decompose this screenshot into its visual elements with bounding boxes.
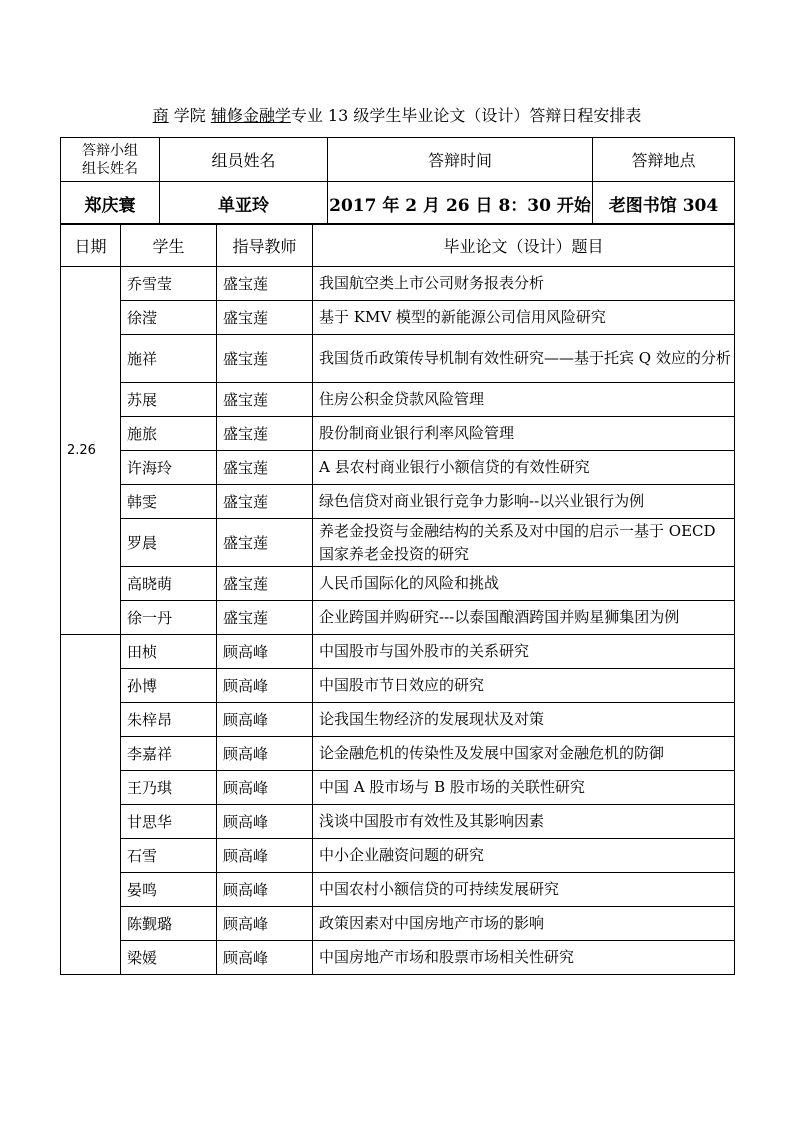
defense-place: 老图书馆 304 [593,182,735,225]
advisor-name: 盛宝莲 [217,485,313,519]
table-row [61,839,735,873]
student-name: 施旅 [121,417,217,451]
defense-group-table [60,137,735,225]
student-name: 朱梓昂 [121,703,217,737]
col-advisor-header: 指导教师 [217,224,313,267]
thesis-topic: 中国农村小额信贷的可持续发展研究 [313,873,735,907]
thesis-topic: 股份制商业银行利率风险管理 [313,417,735,451]
student-name: 陈觐璐 [121,907,217,941]
thesis-topic: 中国房地产市场和股票市场相关性研究 [313,941,735,975]
thesis-topic: 浅谈中国股市有效性及其影响因素 [313,805,735,839]
thesis-topic: 我国航空类上市公司财务报表分析 [313,267,735,301]
advisor-name: 顾高峰 [217,771,313,805]
advisor-name: 盛宝莲 [217,519,313,567]
advisor-name: 顾高峰 [217,839,313,873]
member-names: 单亚玲 [160,182,328,225]
thesis-topic: 中国股市与国外股市的关系研究 [313,635,735,669]
advisor-name: 顾高峰 [217,669,313,703]
thesis-topic: 企业跨国并购研究---以泰国酿酒跨国并购星狮集团为例 [313,601,735,635]
table-row [61,737,735,771]
page-title [60,104,734,128]
advisor-name: 盛宝莲 [217,567,313,601]
student-name: 徐一丹 [121,601,217,635]
advisor-name: 顾高峰 [217,737,313,771]
student-name: 孙博 [121,669,217,703]
thesis-topic: 我国货币政策传导机制有效性研究——基于托宾 Q 效应的分析 [313,335,735,383]
members-label: 组员姓名 [160,138,328,182]
table-row [61,335,735,383]
table-row [61,451,735,485]
time-label: 答辩时间 [328,138,593,182]
thesis-topic: 基于 KMV 模型的新能源公司信用风险研究 [313,301,735,335]
thesis-topic: 论我国生物经济的发展现状及对策 [313,703,735,737]
title-college-suffix: 学院 [168,106,211,125]
leader-name: 郑庆寰 [61,182,160,225]
table-row [61,417,735,451]
student-name: 李嘉祥 [121,737,217,771]
schedule-header-row [61,224,735,267]
student-name: 许海玲 [121,451,217,485]
date-cell-empty [61,635,121,975]
advisor-name: 盛宝莲 [217,383,313,417]
date-cell: 2.26 [61,267,121,635]
thesis-topic: 人民币国际化的风险和挑战 [313,567,735,601]
table-row [61,485,735,519]
table-row [61,301,735,335]
table-row [61,805,735,839]
student-name: 高晓萌 [121,567,217,601]
table-row [61,267,735,301]
student-name: 韩雯 [121,485,217,519]
thesis-topic: 养老金投资与金融结构的关系及对中国的启示一基于 OECD 国家养老金投资的研究 [313,519,735,567]
advisor-name: 顾高峰 [217,941,313,975]
advisor-name: 盛宝莲 [217,417,313,451]
title-rest: 专业 13 级学生毕业论文（设计）答辩日程安排表 [290,106,642,125]
table-row [61,601,735,635]
advisor-name: 顾高峰 [217,635,313,669]
table-row [61,669,735,703]
table-row [61,907,735,941]
place-label: 答辩地点 [593,138,735,182]
table-row [61,771,735,805]
student-name: 梁媛 [121,941,217,975]
leader-label-cell [61,138,160,182]
advisor-name: 顾高峰 [217,805,313,839]
thesis-topic: 论金融危机的传染性及发展中国家对金融危机的防御 [313,737,735,771]
leader-label-line1: 答辩小组 [82,142,138,159]
thesis-topic: 政策因素对中国房地产市场的影响 [313,907,735,941]
student-name: 罗晨 [121,519,217,567]
student-name: 晏鸣 [121,873,217,907]
student-name: 苏展 [121,383,217,417]
student-name: 乔雪莹 [121,267,217,301]
advisor-name: 盛宝莲 [217,335,313,383]
thesis-topic: 中小企业融资问题的研究 [313,839,735,873]
col-date-header: 日期 [61,224,121,267]
table-row [61,567,735,601]
advisor-name: 盛宝莲 [217,601,313,635]
table-row [61,383,735,417]
advisor-name: 顾高峰 [217,873,313,907]
schedule-table [60,223,735,975]
advisor-name: 盛宝莲 [217,451,313,485]
defense-time: 2017 年 2 月 26 日 8：30 开始 [328,182,593,225]
student-name: 徐滢 [121,301,217,335]
table-row [61,873,735,907]
col-student-header: 学生 [121,224,217,267]
col-topic-header: 毕业论文（设计）题目 [313,224,735,267]
leader-label-line2: 组长姓名 [82,160,138,177]
table-row [61,519,735,567]
thesis-topic: A 县农村商业银行小额信贷的有效性研究 [313,451,735,485]
advisor-name: 顾高峰 [217,703,313,737]
advisor-name: 盛宝莲 [217,301,313,335]
student-name: 王乃琪 [121,771,217,805]
thesis-topic: 中国股市节日效应的研究 [313,669,735,703]
student-name: 田桢 [121,635,217,669]
student-name: 石雪 [121,839,217,873]
advisor-name: 顾高峰 [217,907,313,941]
thesis-topic: 绿色信贷对商业银行竞争力影响--以兴业银行为例 [313,485,735,519]
thesis-topic: 住房公积金贷款风险管理 [313,383,735,417]
table-row [61,703,735,737]
table-row [61,635,735,669]
title-major: 辅修金融学 [210,106,291,125]
table-row [61,941,735,975]
thesis-topic: 中国 A 股市场与 B 股市场的关联性研究 [313,771,735,805]
advisor-name: 盛宝莲 [217,267,313,301]
title-college: 商 [152,106,169,125]
student-name: 甘思华 [121,805,217,839]
student-name: 施祥 [121,335,217,383]
